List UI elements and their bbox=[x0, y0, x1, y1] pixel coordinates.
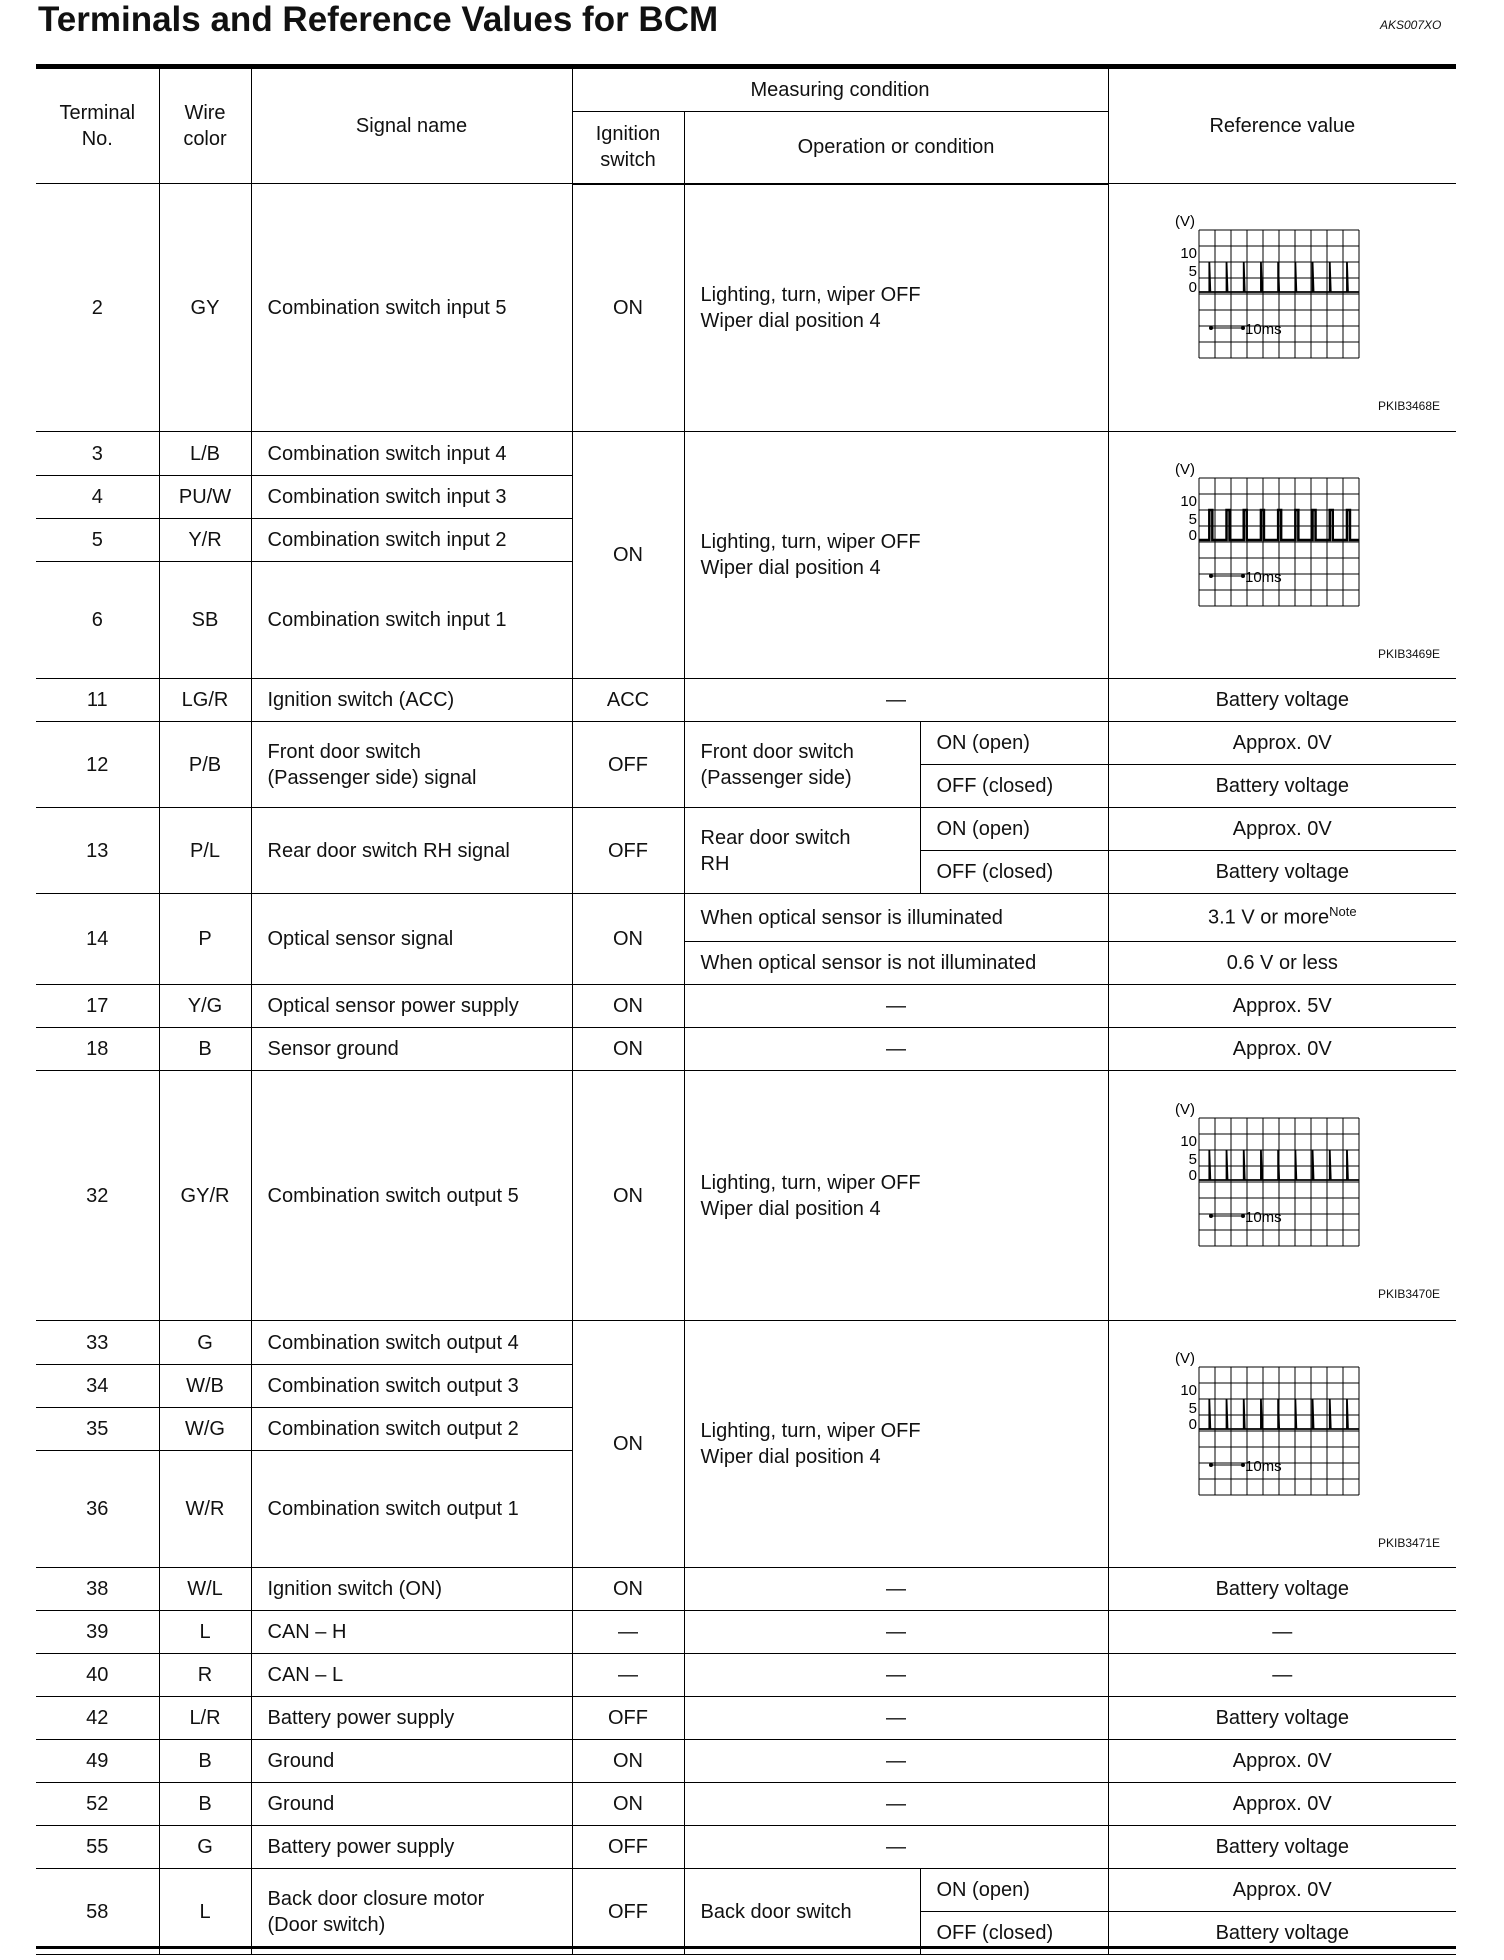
waveform-svg bbox=[1119, 448, 1419, 638]
signal-trace bbox=[1199, 1150, 1359, 1180]
ignition-switch: ON bbox=[572, 894, 684, 985]
signal-name: Combination switch output 1 bbox=[251, 1451, 572, 1568]
ignition-switch: ON bbox=[572, 985, 684, 1028]
wire-color: B bbox=[159, 1028, 251, 1071]
signal-name: Ground bbox=[251, 1783, 572, 1826]
switch-state: ON (open) bbox=[920, 808, 1108, 851]
operation-line: RH bbox=[700, 852, 730, 875]
operation-condition: — bbox=[684, 1654, 1108, 1697]
ignition-switch: ON bbox=[572, 1568, 684, 1611]
wire-color: GY bbox=[159, 184, 251, 432]
signal-name: CAN – L bbox=[251, 1654, 572, 1697]
signal-name: Ground bbox=[251, 1740, 572, 1783]
reference-value: Approx. 0V bbox=[1108, 1028, 1456, 1071]
signal-name: Optical sensor power supply bbox=[251, 985, 572, 1028]
signal-name: Combination switch input 2 bbox=[251, 519, 572, 562]
reference-value: Battery voltage bbox=[1108, 679, 1456, 722]
table-row bbox=[36, 1028, 1456, 1071]
figure-code: PKIB3471E bbox=[1377, 1535, 1441, 1550]
terminal-no: 18 bbox=[36, 1028, 159, 1071]
signal-trace bbox=[1199, 1399, 1359, 1429]
reference-waveform-cell bbox=[1108, 184, 1456, 432]
reference-waveform-cell bbox=[1108, 1071, 1456, 1321]
terminal-no: 36 bbox=[36, 1451, 159, 1568]
table-row bbox=[36, 679, 1456, 722]
signal-name: CAN – H bbox=[251, 1611, 572, 1654]
reference-value: Battery voltage bbox=[1108, 765, 1456, 808]
signal-name: Ignition switch (ON) bbox=[251, 1568, 572, 1611]
reference-waveform-cell bbox=[1108, 432, 1456, 679]
reference-value: Approx. 0V bbox=[1108, 722, 1456, 765]
table-row bbox=[36, 722, 1456, 765]
figure-code: PKIB3470E bbox=[1377, 1287, 1441, 1302]
operation-line: Lighting, turn, wiper OFF bbox=[700, 531, 921, 553]
table-row bbox=[36, 1740, 1456, 1783]
reference-value: Approx. 0V bbox=[1108, 808, 1456, 851]
switch-state: ON (open) bbox=[920, 1869, 1108, 1912]
table-row bbox=[36, 432, 1456, 476]
signal-name: Sensor ground bbox=[251, 1028, 572, 1071]
waveform-svg bbox=[1119, 200, 1419, 390]
time-scale-label: 10ms bbox=[1244, 1209, 1282, 1227]
wire-color: W/L bbox=[159, 1568, 251, 1611]
terminal-no: 17 bbox=[36, 985, 159, 1028]
waveform-graph bbox=[1119, 200, 1447, 415]
signal-name: Combination switch output 4 bbox=[251, 1321, 572, 1365]
bottom-rule bbox=[36, 1946, 1456, 1949]
terminal-table bbox=[36, 68, 1456, 1955]
wire-color: L bbox=[159, 1611, 251, 1654]
signal-line: (Passenger side) signal bbox=[267, 766, 477, 789]
terminal-no: 42 bbox=[36, 1697, 159, 1740]
operation-line: Lighting, turn, wiper OFF bbox=[700, 1171, 921, 1194]
operation-condition bbox=[684, 808, 920, 894]
signal-trace bbox=[1199, 262, 1359, 292]
reference-value: Approx. 0V bbox=[1108, 1740, 1456, 1783]
signal-name: Combination switch output 3 bbox=[251, 1365, 572, 1408]
operation-condition: — bbox=[684, 1611, 1108, 1654]
signal-name: Ignition switch (ACC) bbox=[251, 679, 572, 722]
table-row bbox=[36, 1611, 1456, 1654]
time-marker-dot bbox=[1209, 1463, 1213, 1467]
operation-condition bbox=[684, 1071, 1108, 1321]
wire-color: Y/G bbox=[159, 985, 251, 1028]
ignition-switch: OFF bbox=[572, 1869, 684, 1955]
reference-value: 0.6 V or less bbox=[1108, 942, 1456, 985]
y-tick-label: 10 bbox=[1179, 245, 1197, 263]
operation-line: Wiper dial position 4 bbox=[700, 309, 881, 332]
signal-name: Rear door switch RH signal bbox=[251, 808, 572, 894]
ignition-switch: ON bbox=[572, 1783, 684, 1826]
header-row-1 bbox=[36, 69, 1456, 112]
table-row bbox=[36, 1654, 1456, 1697]
operation-condition: Back door switch bbox=[684, 1869, 920, 1955]
ignition-switch: ON bbox=[572, 1028, 684, 1071]
reference-text: 3.1 V or more bbox=[1207, 906, 1330, 929]
ignition-switch: OFF bbox=[572, 722, 684, 808]
operation-line: Rear door switch bbox=[700, 826, 851, 849]
ignition-switch: ON bbox=[572, 1071, 684, 1321]
terminal-no: 3 bbox=[36, 432, 159, 476]
signal-line: Back door closure motor bbox=[267, 1887, 485, 1910]
operation-condition: — bbox=[684, 1783, 1108, 1826]
table-row bbox=[36, 1697, 1456, 1740]
operation-line: Lighting, turn, wiper OFF bbox=[700, 1420, 921, 1442]
reference-value: Battery voltage bbox=[1108, 851, 1456, 894]
wire-color: L bbox=[159, 1869, 251, 1955]
wire-color: GY/R bbox=[159, 1071, 251, 1321]
ignition-switch: ACC bbox=[572, 679, 684, 722]
ignition-switch: OFF bbox=[572, 1826, 684, 1869]
waveform-svg bbox=[1119, 1337, 1419, 1527]
header-terminal: Terminal No. bbox=[36, 69, 159, 184]
signal-name bbox=[251, 1869, 572, 1955]
terminal-no: 52 bbox=[36, 1783, 159, 1826]
ignition-switch: ON bbox=[572, 1740, 684, 1783]
terminal-no: 12 bbox=[36, 722, 159, 808]
reference-value: Battery voltage bbox=[1108, 1912, 1456, 1955]
ignition-switch: OFF bbox=[572, 808, 684, 894]
signal-name: Combination switch input 1 bbox=[251, 562, 572, 679]
reference-value: Battery voltage bbox=[1108, 1826, 1456, 1869]
wire-color: L/B bbox=[159, 432, 251, 476]
reference-value: Approx. 0V bbox=[1108, 1869, 1456, 1912]
header-ignition-switch: Ignition switch bbox=[572, 112, 684, 184]
wire-color: W/R bbox=[159, 1451, 251, 1568]
table-row bbox=[36, 1869, 1456, 1912]
figure-code: PKIB3469E bbox=[1377, 646, 1441, 661]
terminal-no: 2 bbox=[36, 184, 159, 432]
terminal-no: 40 bbox=[36, 1654, 159, 1697]
switch-state: OFF (closed) bbox=[920, 765, 1108, 808]
signal-trace bbox=[1199, 510, 1359, 540]
wire-color: R bbox=[159, 1654, 251, 1697]
note-marker: Note bbox=[1329, 904, 1357, 920]
signal-line: Front door switch bbox=[267, 740, 421, 763]
terminal-no: 35 bbox=[36, 1408, 159, 1451]
time-scale-label: 10ms bbox=[1244, 321, 1282, 339]
header-wire-color: Wire color bbox=[159, 69, 251, 184]
wire-color: W/B bbox=[159, 1365, 251, 1408]
ignition-switch: ON bbox=[572, 184, 684, 432]
operation-line: (Passenger side) bbox=[700, 766, 852, 789]
operation-condition: — bbox=[684, 1568, 1108, 1611]
time-marker-dot bbox=[1209, 326, 1213, 330]
header-measuring-condition: Measuring condition bbox=[572, 69, 1108, 112]
ignition-switch: ON bbox=[572, 432, 684, 679]
wire-color: PU/W bbox=[159, 476, 251, 519]
signal-name: Battery power supply bbox=[251, 1697, 572, 1740]
reference-value: Approx. 5V bbox=[1108, 985, 1456, 1028]
y-tick-label: 0 bbox=[1188, 1167, 1197, 1185]
y-tick-label: 5 bbox=[1188, 263, 1197, 281]
operation-condition bbox=[684, 184, 1108, 432]
operation-line: Wiper dial position 4 bbox=[700, 557, 881, 579]
y-tick-label: 10 bbox=[1179, 1133, 1197, 1151]
terminal-no: 38 bbox=[36, 1568, 159, 1611]
terminal-no: 49 bbox=[36, 1740, 159, 1783]
operation-condition: When optical sensor is illuminated bbox=[684, 894, 1108, 942]
switch-state: OFF (closed) bbox=[920, 1912, 1108, 1955]
operation-condition: — bbox=[684, 1697, 1108, 1740]
wire-color: P bbox=[159, 894, 251, 985]
operation-condition: — bbox=[684, 679, 1108, 722]
reference-value bbox=[1108, 894, 1456, 942]
switch-state: ON (open) bbox=[920, 722, 1108, 765]
y-tick-label: 10 bbox=[1179, 1381, 1197, 1399]
axis-unit-label: (V) bbox=[1174, 460, 1195, 478]
time-marker-dot bbox=[1209, 1214, 1213, 1218]
axis-unit-label: (V) bbox=[1174, 1349, 1195, 1367]
terminal-no: 55 bbox=[36, 1826, 159, 1869]
reference-value: Approx. 0V bbox=[1108, 1783, 1456, 1826]
y-tick-label: 5 bbox=[1188, 510, 1197, 528]
y-tick-label: 5 bbox=[1188, 1151, 1197, 1169]
header-signal-name: Signal name bbox=[251, 69, 572, 184]
terminal-no: 6 bbox=[36, 562, 159, 679]
waveform-svg bbox=[1119, 1088, 1419, 1278]
axis-unit-label: (V) bbox=[1174, 213, 1195, 231]
waveform-graph bbox=[1119, 448, 1447, 663]
y-tick-label: 0 bbox=[1188, 1415, 1197, 1433]
wire-color: B bbox=[159, 1740, 251, 1783]
y-tick-label: 0 bbox=[1188, 279, 1197, 297]
table-row bbox=[36, 1568, 1456, 1611]
terminal-no: 58 bbox=[36, 1869, 159, 1955]
wire-color: P/L bbox=[159, 808, 251, 894]
document-code: AKS007XO bbox=[1380, 18, 1442, 32]
ignition-switch: — bbox=[572, 1611, 684, 1654]
header-reference-value: Reference value bbox=[1108, 69, 1456, 184]
waveform-graph bbox=[1119, 1088, 1447, 1303]
signal-line: (Door switch) bbox=[267, 1913, 386, 1936]
reference-waveform-cell bbox=[1108, 1321, 1456, 1568]
signal-name: Combination switch output 5 bbox=[251, 1071, 572, 1321]
signal-name: Combination switch input 5 bbox=[251, 184, 572, 432]
reference-value: — bbox=[1108, 1611, 1456, 1654]
operation-line: Lighting, turn, wiper OFF bbox=[700, 283, 921, 306]
operation-condition: When optical sensor is not illuminated bbox=[684, 942, 1108, 985]
table-row bbox=[36, 894, 1456, 942]
operation-condition bbox=[684, 722, 920, 808]
terminal-no: 4 bbox=[36, 476, 159, 519]
signal-name: Combination switch input 4 bbox=[251, 432, 572, 476]
terminal-no: 14 bbox=[36, 894, 159, 985]
table-row bbox=[36, 1071, 1456, 1321]
wire-color: G bbox=[159, 1826, 251, 1869]
time-scale-label: 10ms bbox=[1244, 1457, 1282, 1475]
page-title: Terminals and Reference Values for BCM bbox=[38, 0, 719, 39]
terminal-no: 39 bbox=[36, 1611, 159, 1654]
signal-name: Optical sensor signal bbox=[251, 894, 572, 985]
figure-code: PKIB3468E bbox=[1377, 399, 1441, 414]
reference-value: — bbox=[1108, 1654, 1456, 1697]
switch-state: OFF (closed) bbox=[920, 851, 1108, 894]
operation-line: Wiper dial position 4 bbox=[700, 1446, 881, 1468]
y-tick-label: 5 bbox=[1188, 1399, 1197, 1417]
time-scale-label: 10ms bbox=[1244, 568, 1282, 586]
operation-condition: — bbox=[684, 1028, 1108, 1071]
wire-color: Y/R bbox=[159, 519, 251, 562]
operation-line: Front door switch bbox=[700, 740, 854, 763]
operation-line: Wiper dial position 4 bbox=[700, 1197, 881, 1220]
time-marker-dot bbox=[1209, 574, 1213, 578]
table-row bbox=[36, 184, 1456, 432]
ignition-switch: OFF bbox=[572, 1697, 684, 1740]
waveform-graph bbox=[1119, 1337, 1447, 1552]
operation-condition: — bbox=[684, 985, 1108, 1028]
terminal-no: 33 bbox=[36, 1321, 159, 1365]
terminal-no: 5 bbox=[36, 519, 159, 562]
operation-condition bbox=[684, 432, 1108, 679]
operation-condition bbox=[684, 1321, 1108, 1568]
signal-name: Battery power supply bbox=[251, 1826, 572, 1869]
signal-name: Combination switch output 2 bbox=[251, 1408, 572, 1451]
terminal-no: 11 bbox=[36, 679, 159, 722]
y-tick-label: 10 bbox=[1179, 492, 1197, 510]
wire-color: W/G bbox=[159, 1408, 251, 1451]
wire-color: G bbox=[159, 1321, 251, 1365]
terminal-no: 34 bbox=[36, 1365, 159, 1408]
wire-color: SB bbox=[159, 562, 251, 679]
axis-unit-label: (V) bbox=[1174, 1101, 1195, 1119]
y-tick-label: 0 bbox=[1188, 526, 1197, 544]
table-row bbox=[36, 1321, 1456, 1365]
table-row bbox=[36, 1826, 1456, 1869]
table-row bbox=[36, 985, 1456, 1028]
ignition-switch: ON bbox=[572, 1321, 684, 1568]
header-operation: Operation or condition bbox=[684, 112, 1108, 184]
signal-name: Combination switch input 3 bbox=[251, 476, 572, 519]
signal-name bbox=[251, 722, 572, 808]
wire-color: P/B bbox=[159, 722, 251, 808]
ignition-switch: — bbox=[572, 1654, 684, 1697]
table-row bbox=[36, 808, 1456, 851]
terminal-no: 32 bbox=[36, 1071, 159, 1321]
table-row bbox=[36, 1783, 1456, 1826]
wire-color: L/R bbox=[159, 1697, 251, 1740]
reference-value: Battery voltage bbox=[1108, 1568, 1456, 1611]
wire-color: B bbox=[159, 1783, 251, 1826]
operation-condition: — bbox=[684, 1740, 1108, 1783]
wire-color: LG/R bbox=[159, 679, 251, 722]
terminal-no: 13 bbox=[36, 808, 159, 894]
operation-condition: — bbox=[684, 1826, 1108, 1869]
reference-value: Battery voltage bbox=[1108, 1697, 1456, 1740]
